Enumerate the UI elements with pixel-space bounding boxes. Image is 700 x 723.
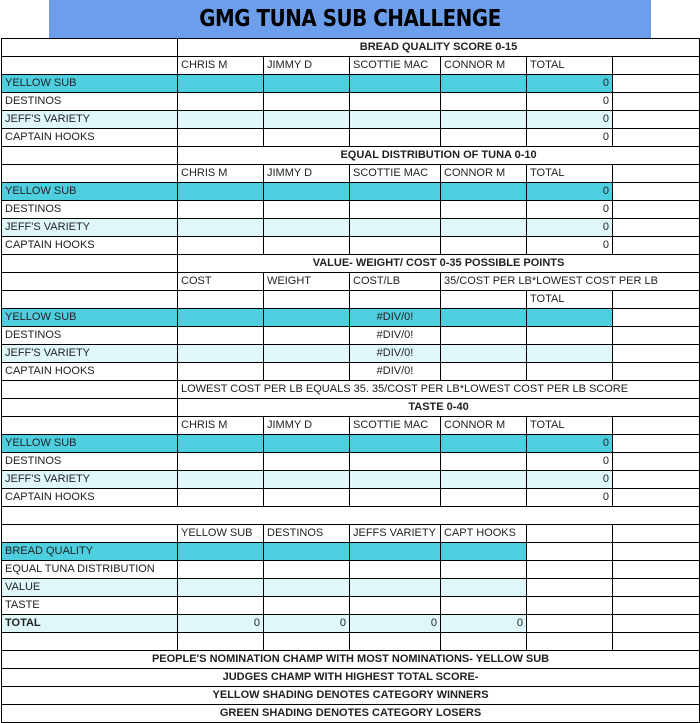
cell[interactable] [527, 597, 613, 615]
total-cell[interactable]: 0 [527, 183, 613, 201]
score-cell[interactable] [264, 471, 350, 489]
cell[interactable] [2, 147, 178, 165]
footer-note[interactable]: YELLOW SHADING DENOTES CATEGORY WINNERS [2, 687, 700, 705]
shop-name[interactable]: YELLOW SUB [2, 75, 178, 93]
value-cols-row [2, 273, 700, 291]
score-cell[interactable] [350, 75, 441, 93]
cell[interactable] [2, 273, 178, 291]
judge-header[interactable]: SCOTTIE MAC [350, 57, 441, 75]
value-note[interactable]: LOWEST COST PER LB EQUALS 35. 35/COST PER LB*LOWEST COST PER LB SCORE [178, 381, 700, 399]
summary-cell[interactable] [350, 579, 441, 597]
shop-name[interactable]: DESTINOS [2, 93, 178, 111]
summary-total-row [2, 615, 700, 633]
formula-header[interactable]: 35/COST PER LB*LOWEST COST PER LB [441, 273, 700, 291]
table-row [2, 489, 700, 507]
bread-section-header[interactable]: BREAD QUALITY SCORE 0-15 [178, 39, 700, 57]
judge-header[interactable]: CHRIS M [178, 57, 264, 75]
total-header[interactable]: TOTAL [527, 291, 613, 309]
summary-cell[interactable] [264, 561, 350, 579]
score-cell[interactable] [441, 471, 527, 489]
cell[interactable] [2, 507, 700, 525]
cell[interactable] [178, 633, 264, 651]
cell[interactable] [2, 381, 178, 399]
weight-cell[interactable] [264, 327, 350, 345]
table-row [2, 93, 700, 111]
cell[interactable] [613, 183, 700, 201]
score-cell[interactable] [178, 75, 264, 93]
cell[interactable] [2, 165, 178, 183]
score-cell[interactable] [264, 201, 350, 219]
table-row [2, 183, 700, 201]
cell[interactable] [613, 453, 700, 471]
table-row [2, 201, 700, 219]
shop-name[interactable]: CAPTAIN HOOKS [2, 363, 178, 381]
summary-col-header[interactable]: YELLOW SUB [178, 525, 264, 543]
cell[interactable] [2, 57, 178, 75]
cell[interactable] [613, 57, 700, 75]
score-cell[interactable] [350, 201, 441, 219]
cell[interactable] [527, 615, 613, 633]
cell[interactable] [613, 579, 700, 597]
score-cell[interactable] [178, 489, 264, 507]
cell[interactable] [613, 111, 700, 129]
summary-cell[interactable] [441, 543, 527, 561]
score-cell[interactable] [264, 435, 350, 453]
score-cell[interactable] [264, 453, 350, 471]
score-cell[interactable] [264, 183, 350, 201]
total-cell[interactable]: 0 [527, 111, 613, 129]
cell[interactable] [527, 633, 613, 651]
table-row [2, 309, 700, 327]
score-cell[interactable] [178, 129, 264, 147]
cost-header[interactable]: COST [178, 273, 264, 291]
score-cell[interactable] [441, 183, 527, 201]
score-cell[interactable] [441, 453, 527, 471]
cell[interactable] [613, 471, 700, 489]
score-cell[interactable] [350, 489, 441, 507]
weight-cell[interactable] [264, 363, 350, 381]
score-cell[interactable] [441, 327, 527, 345]
table-row [2, 345, 700, 363]
cost-cell[interactable] [178, 345, 264, 363]
table-row [2, 327, 700, 345]
score-cell[interactable] [178, 183, 264, 201]
footer-row [2, 705, 700, 723]
score-cell[interactable] [178, 111, 264, 129]
cell[interactable] [264, 633, 350, 651]
score-cell[interactable] [350, 435, 441, 453]
value-note-row [2, 381, 700, 399]
cell[interactable] [527, 543, 613, 561]
bread-header-row [2, 39, 700, 57]
summary-cell[interactable] [178, 543, 264, 561]
weight-cell[interactable] [264, 345, 350, 363]
footer-note[interactable]: JUDGES CHAMP WITH HIGHEST TOTAL SCORE- [2, 669, 700, 687]
cost-cell[interactable] [178, 309, 264, 327]
footer-note[interactable]: GREEN SHADING DENOTES CATEGORY LOSERS [2, 705, 700, 723]
score-cell[interactable] [350, 471, 441, 489]
judge-header[interactable]: JIMMY D [264, 57, 350, 75]
cell[interactable] [441, 633, 527, 651]
cell[interactable] [2, 255, 178, 273]
summary-total-cell[interactable]: 0 [350, 615, 441, 633]
shop-name[interactable]: CAPTAIN HOOKS [2, 129, 178, 147]
summary-total-cell[interactable]: 0 [264, 615, 350, 633]
summary-cell[interactable] [178, 579, 264, 597]
cell[interactable] [613, 525, 700, 543]
cell[interactable] [613, 489, 700, 507]
shop-name[interactable]: JEFF'S VARIETY [2, 111, 178, 129]
judge-header[interactable]: SCOTTIE MAC [350, 165, 441, 183]
weight-header[interactable]: WEIGHT [264, 273, 350, 291]
footer-note[interactable]: PEOPLE'S NOMINATION CHAMP WITH MOST NOMINATIONS- YELLOW SUB [2, 651, 700, 669]
cell[interactable] [613, 309, 700, 327]
total-cell[interactable]: 0 [527, 237, 613, 255]
score-cell[interactable] [441, 93, 527, 111]
shop-name[interactable]: DESTINOS [2, 201, 178, 219]
cell[interactable] [613, 129, 700, 147]
shop-name[interactable]: DESTINOS [2, 327, 178, 345]
summary-cell[interactable] [350, 597, 441, 615]
summary-cell[interactable] [178, 561, 264, 579]
score-cell[interactable] [178, 93, 264, 111]
score-cell[interactable] [178, 471, 264, 489]
cell[interactable] [613, 345, 700, 363]
cell[interactable] [178, 291, 264, 309]
cell[interactable] [2, 39, 178, 57]
score-cell[interactable] [350, 183, 441, 201]
score-cell[interactable] [350, 219, 441, 237]
table-row [2, 453, 700, 471]
score-cell[interactable] [350, 111, 441, 129]
category-name[interactable]: TASTE [2, 597, 178, 615]
total-cell[interactable]: 0 [527, 129, 613, 147]
total-cell[interactable]: 0 [527, 219, 613, 237]
total-cell[interactable] [527, 327, 613, 345]
table-row [2, 363, 700, 381]
score-cell[interactable] [264, 75, 350, 93]
category-name[interactable]: BREAD QUALITY [2, 543, 178, 561]
cell[interactable] [613, 543, 700, 561]
cell[interactable] [527, 561, 613, 579]
judge-header[interactable]: CHRIS M [178, 165, 264, 183]
shop-name[interactable]: JEFF'S VARIETY [2, 345, 178, 363]
costlb-header[interactable]: COST/LB [350, 273, 441, 291]
cell[interactable] [527, 579, 613, 597]
cell[interactable] [350, 291, 441, 309]
score-cell[interactable] [264, 237, 350, 255]
total-label[interactable]: TOTAL [2, 615, 178, 633]
score-cell[interactable] [441, 111, 527, 129]
cell[interactable] [613, 363, 700, 381]
score-cell[interactable] [441, 129, 527, 147]
spacer-row [2, 633, 700, 651]
shop-name[interactable]: YELLOW SUB [2, 435, 178, 453]
table-row [2, 597, 700, 615]
score-cell[interactable] [441, 489, 527, 507]
cell[interactable] [613, 327, 700, 345]
cost-cell[interactable] [178, 363, 264, 381]
judge-header[interactable]: CONNOR M [441, 57, 527, 75]
table-row [2, 561, 700, 579]
summary-cell[interactable] [178, 597, 264, 615]
score-cell[interactable] [178, 219, 264, 237]
summary-col-header[interactable]: JEFFS VARIETY [350, 525, 441, 543]
cell[interactable] [350, 633, 441, 651]
judge-header[interactable]: SCOTTIE MAC [350, 417, 441, 435]
spacer-row [2, 507, 700, 525]
total-cell[interactable]: 0 [527, 435, 613, 453]
score-cell[interactable] [441, 75, 527, 93]
score-cell[interactable] [264, 489, 350, 507]
judge-header[interactable]: CHRIS M [178, 417, 264, 435]
score-cell[interactable] [350, 453, 441, 471]
costlb-cell[interactable]: #DIV/0! [350, 345, 441, 363]
score-cell[interactable] [264, 219, 350, 237]
score-cell[interactable] [264, 93, 350, 111]
shop-name[interactable]: YELLOW SUB [2, 183, 178, 201]
cell[interactable] [441, 291, 527, 309]
cell[interactable] [2, 291, 178, 309]
cell[interactable] [613, 201, 700, 219]
table-row [2, 543, 700, 561]
table-row [2, 237, 700, 255]
summary-cell[interactable] [441, 561, 527, 579]
value-header-row [2, 255, 700, 273]
footer-row [2, 651, 700, 669]
costlb-cell[interactable]: #DIV/0! [350, 309, 441, 327]
cell[interactable] [613, 291, 700, 309]
summary-cell[interactable] [441, 597, 527, 615]
judge-header[interactable]: CONNOR M [441, 417, 527, 435]
tuna-section-header[interactable]: EQUAL DISTRIBUTION OF TUNA 0-10 [178, 147, 700, 165]
summary-cell[interactable] [350, 561, 441, 579]
shop-name[interactable]: YELLOW SUB [2, 309, 178, 327]
cell[interactable] [613, 615, 700, 633]
total-cell[interactable]: 0 [527, 201, 613, 219]
table-row [2, 579, 700, 597]
table-row [2, 111, 700, 129]
shop-name[interactable]: JEFF'S VARIETY [2, 471, 178, 489]
value-total-row [2, 291, 700, 309]
summary-cell[interactable] [264, 579, 350, 597]
tuna-judges-row [2, 165, 700, 183]
cell[interactable] [2, 525, 178, 543]
score-cell[interactable] [441, 435, 527, 453]
summary-cell[interactable] [441, 579, 527, 597]
summary-col-header[interactable]: CAPT HOOKS [441, 525, 527, 543]
summary-cell[interactable] [264, 543, 350, 561]
taste-section-header[interactable]: TASTE 0-40 [178, 399, 700, 417]
score-cell[interactable] [178, 201, 264, 219]
score-cell[interactable] [264, 129, 350, 147]
total-header[interactable]: TOTAL [527, 57, 613, 75]
cell[interactable] [613, 435, 700, 453]
total-cell[interactable]: 0 [527, 471, 613, 489]
summary-cell[interactable] [264, 597, 350, 615]
shop-name[interactable]: JEFF'S VARIETY [2, 219, 178, 237]
table-row [2, 219, 700, 237]
cell[interactable] [613, 237, 700, 255]
cell[interactable] [527, 525, 613, 543]
cell[interactable] [2, 417, 178, 435]
total-cell[interactable]: 0 [527, 453, 613, 471]
table-row [2, 129, 700, 147]
score-cell[interactable] [441, 201, 527, 219]
total-cell[interactable] [527, 363, 613, 381]
category-name[interactable]: EQUAL TUNA DISTRIBUTION [2, 561, 178, 579]
summary-total-cell[interactable]: 0 [178, 615, 264, 633]
cell[interactable] [613, 633, 700, 651]
score-cell[interactable] [350, 129, 441, 147]
score-cell[interactable] [264, 111, 350, 129]
weight-cell[interactable] [264, 309, 350, 327]
score-cell[interactable] [350, 237, 441, 255]
footer-row [2, 669, 700, 687]
cell[interactable] [613, 561, 700, 579]
shop-name[interactable]: CAPTAIN HOOKS [2, 489, 178, 507]
bread-judges-row [2, 57, 700, 75]
sheet-title: GMG TUNA SUB CHALLENGE [49, 0, 651, 39]
cell[interactable] [2, 633, 178, 651]
value-section-header[interactable]: VALUE- WEIGHT/ COST 0-35 POSSIBLE POINTS [178, 255, 700, 273]
score-cell[interactable] [441, 219, 527, 237]
summary-cols-row [2, 525, 700, 543]
score-cell[interactable] [441, 345, 527, 363]
cell[interactable] [613, 417, 700, 435]
total-cell[interactable] [527, 309, 613, 327]
total-header[interactable]: TOTAL [527, 165, 613, 183]
score-cell[interactable] [441, 237, 527, 255]
score-cell[interactable] [350, 93, 441, 111]
tuna-header-row [2, 147, 700, 165]
judge-header[interactable]: CONNOR M [441, 165, 527, 183]
total-cell[interactable]: 0 [527, 75, 613, 93]
shop-name[interactable]: CAPTAIN HOOKS [2, 237, 178, 255]
taste-header-row [2, 399, 700, 417]
cell[interactable] [613, 597, 700, 615]
cell[interactable] [264, 291, 350, 309]
cost-cell[interactable] [178, 327, 264, 345]
score-cell[interactable] [178, 453, 264, 471]
shop-name[interactable]: DESTINOS [2, 453, 178, 471]
score-cell[interactable] [178, 237, 264, 255]
total-cell[interactable]: 0 [527, 93, 613, 111]
summary-cell[interactable] [350, 543, 441, 561]
costlb-cell[interactable]: #DIV/0! [350, 327, 441, 345]
total-cell[interactable] [527, 345, 613, 363]
table-row [2, 435, 700, 453]
summary-total-cell[interactable]: 0 [441, 615, 527, 633]
footer-row [2, 687, 700, 705]
category-name[interactable]: VALUE [2, 579, 178, 597]
score-cell[interactable] [178, 435, 264, 453]
total-header[interactable]: TOTAL [527, 417, 613, 435]
costlb-cell[interactable]: #DIV/0! [350, 363, 441, 381]
score-grid [1, 38, 700, 723]
judge-header[interactable]: JIMMY D [264, 417, 350, 435]
taste-judges-row [2, 417, 700, 435]
judge-header[interactable]: JIMMY D [264, 165, 350, 183]
table-row [2, 471, 700, 489]
cell[interactable] [613, 219, 700, 237]
cell[interactable] [2, 399, 178, 417]
cell[interactable] [613, 75, 700, 93]
table-row [2, 75, 700, 93]
total-cell[interactable]: 0 [527, 489, 613, 507]
cell[interactable] [613, 93, 700, 111]
score-cell[interactable] [441, 309, 527, 327]
cell[interactable] [613, 165, 700, 183]
summary-col-header[interactable]: DESTINOS [264, 525, 350, 543]
score-cell[interactable] [441, 363, 527, 381]
